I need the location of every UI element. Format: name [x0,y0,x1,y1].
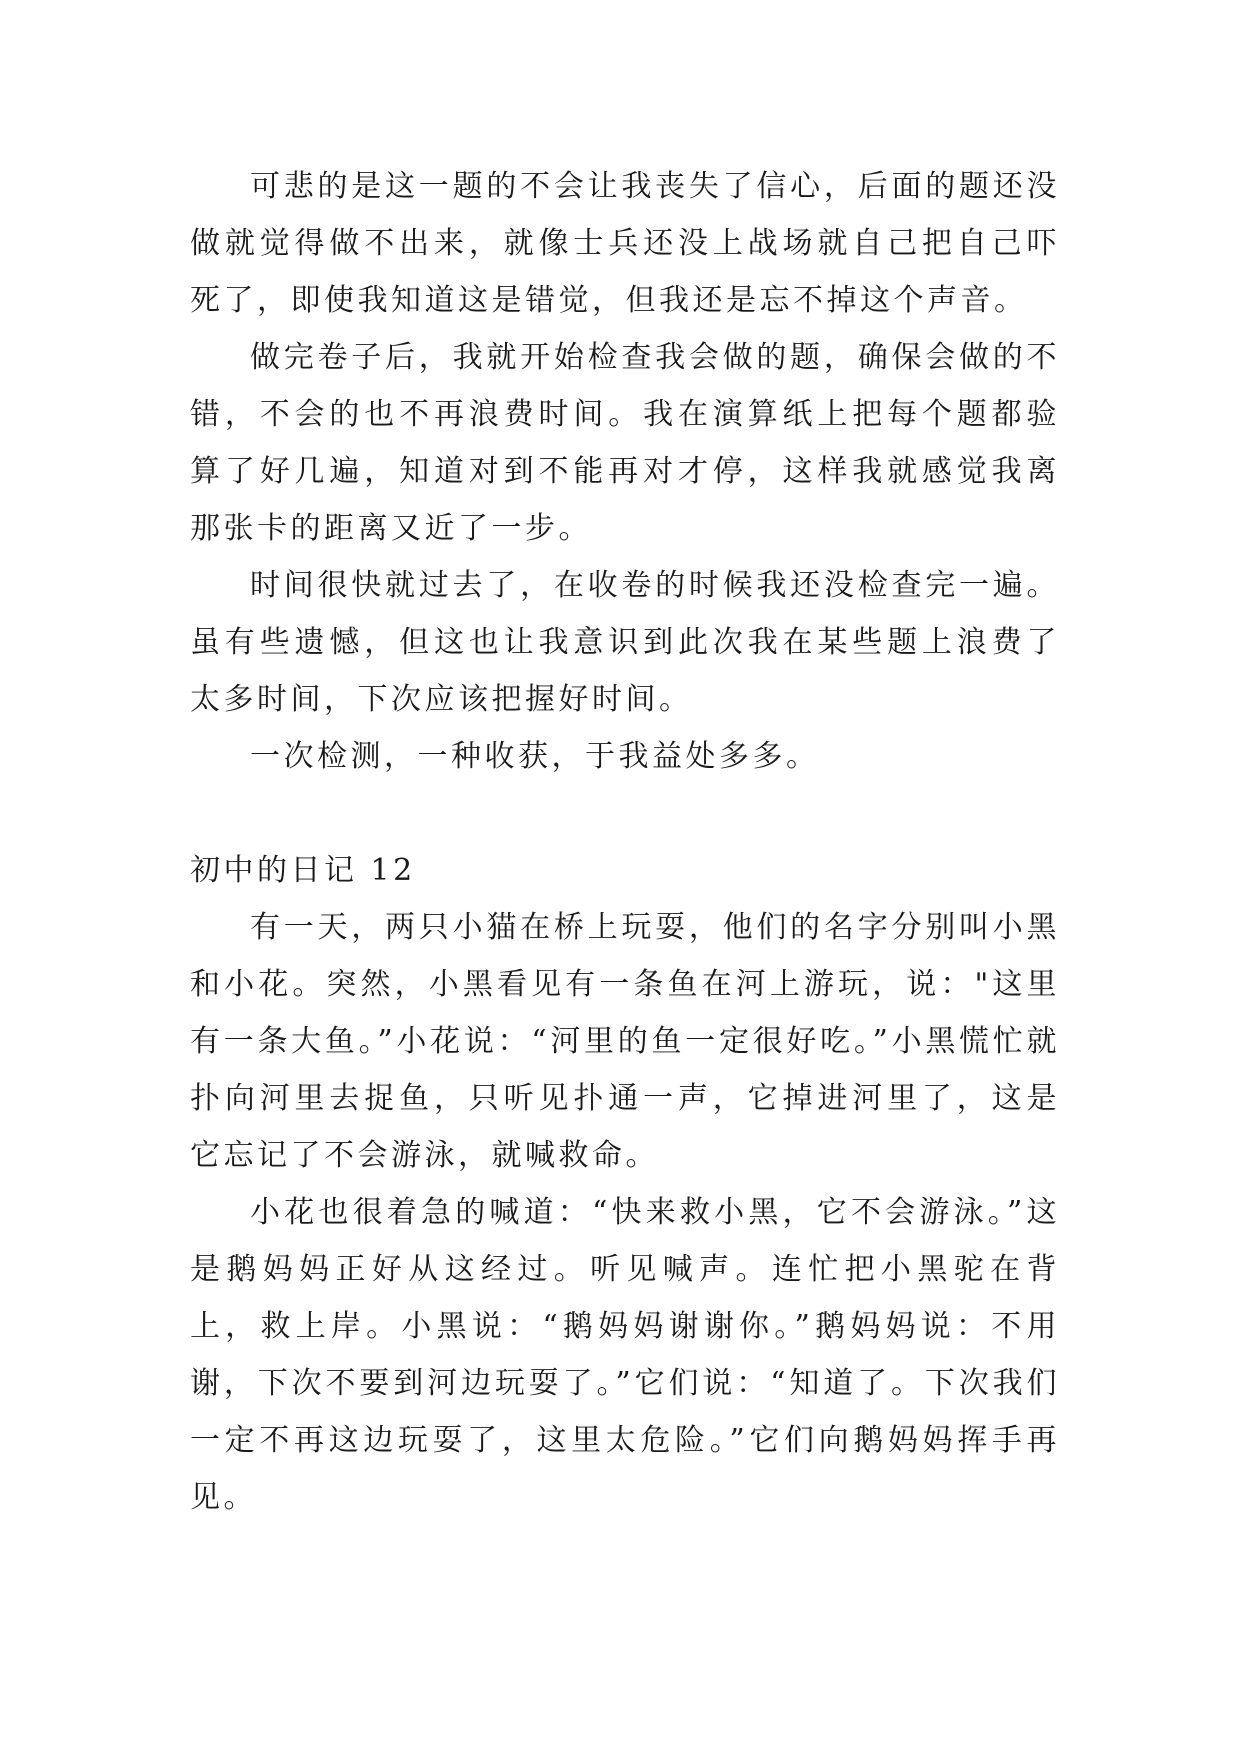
paragraph-conclusion: 一次检测，一种收获，于我益处多多。 [250,739,820,774]
paragraph-lost-confidence: 可悲的是这一题的不会让我丧失了信心，后面的题还没做就觉得做不出来，就像士兵还没上战场就自己把自己吓死了，即使我知道这是错觉，但我还是忘不掉这个声音。 [190,169,1060,318]
document-page [190,158,1060,1526]
paragraph-checking-answers: 做完卷子后，我就开始检查我会做的题，确保会做的不错，不会的也不再浪费时间。我在演算纸上把每个题都验算了好几遍，知道对到不能再对才停，这样我就感觉我离那张卡的距离又近了一步。 [190,340,1060,546]
paragraph-goose-rescue: 小花也很着急的喊道：“快来救小黑，它不会游泳。”这是鹅妈妈正好从这经过。听见喊声。连忙把小黑驼在背上，救上岸。小黑说：“鹅妈妈谢谢你。”鹅妈妈说：不用谢，下次不要到河边玩耍了。”它们说：“知道了。下次我们一定不再这边玩耍了，这里太危险。”它们向鹅妈妈挥手再见。 [190,1195,1060,1515]
paragraph-time-passed: 时间很快就过去了，在收卷的时候我还没检查完一遍。虽有些遗憾，但这也让我意识到此次我在某些题上浪费了太多时间，下次应该把握好时间。 [190,568,1060,717]
diary-title: 初中的日记 12 [190,853,416,888]
section-spacer [190,785,1060,842]
paragraph-kittens-on-bridge: 有一天，两只小猫在桥上玩耍，他们的名字分别叫小黑和小花。突然，小黑看见有一条鱼在河上游玩，说："这里有一条大鱼。”小花说：“河里的鱼一定很好吃。”小黑慌忙就扑向河里去捉鱼，只听见扑通一声，它掉进河里了，这是它忘记了不会游泳，就喊救命。 [190,910,1060,1173]
